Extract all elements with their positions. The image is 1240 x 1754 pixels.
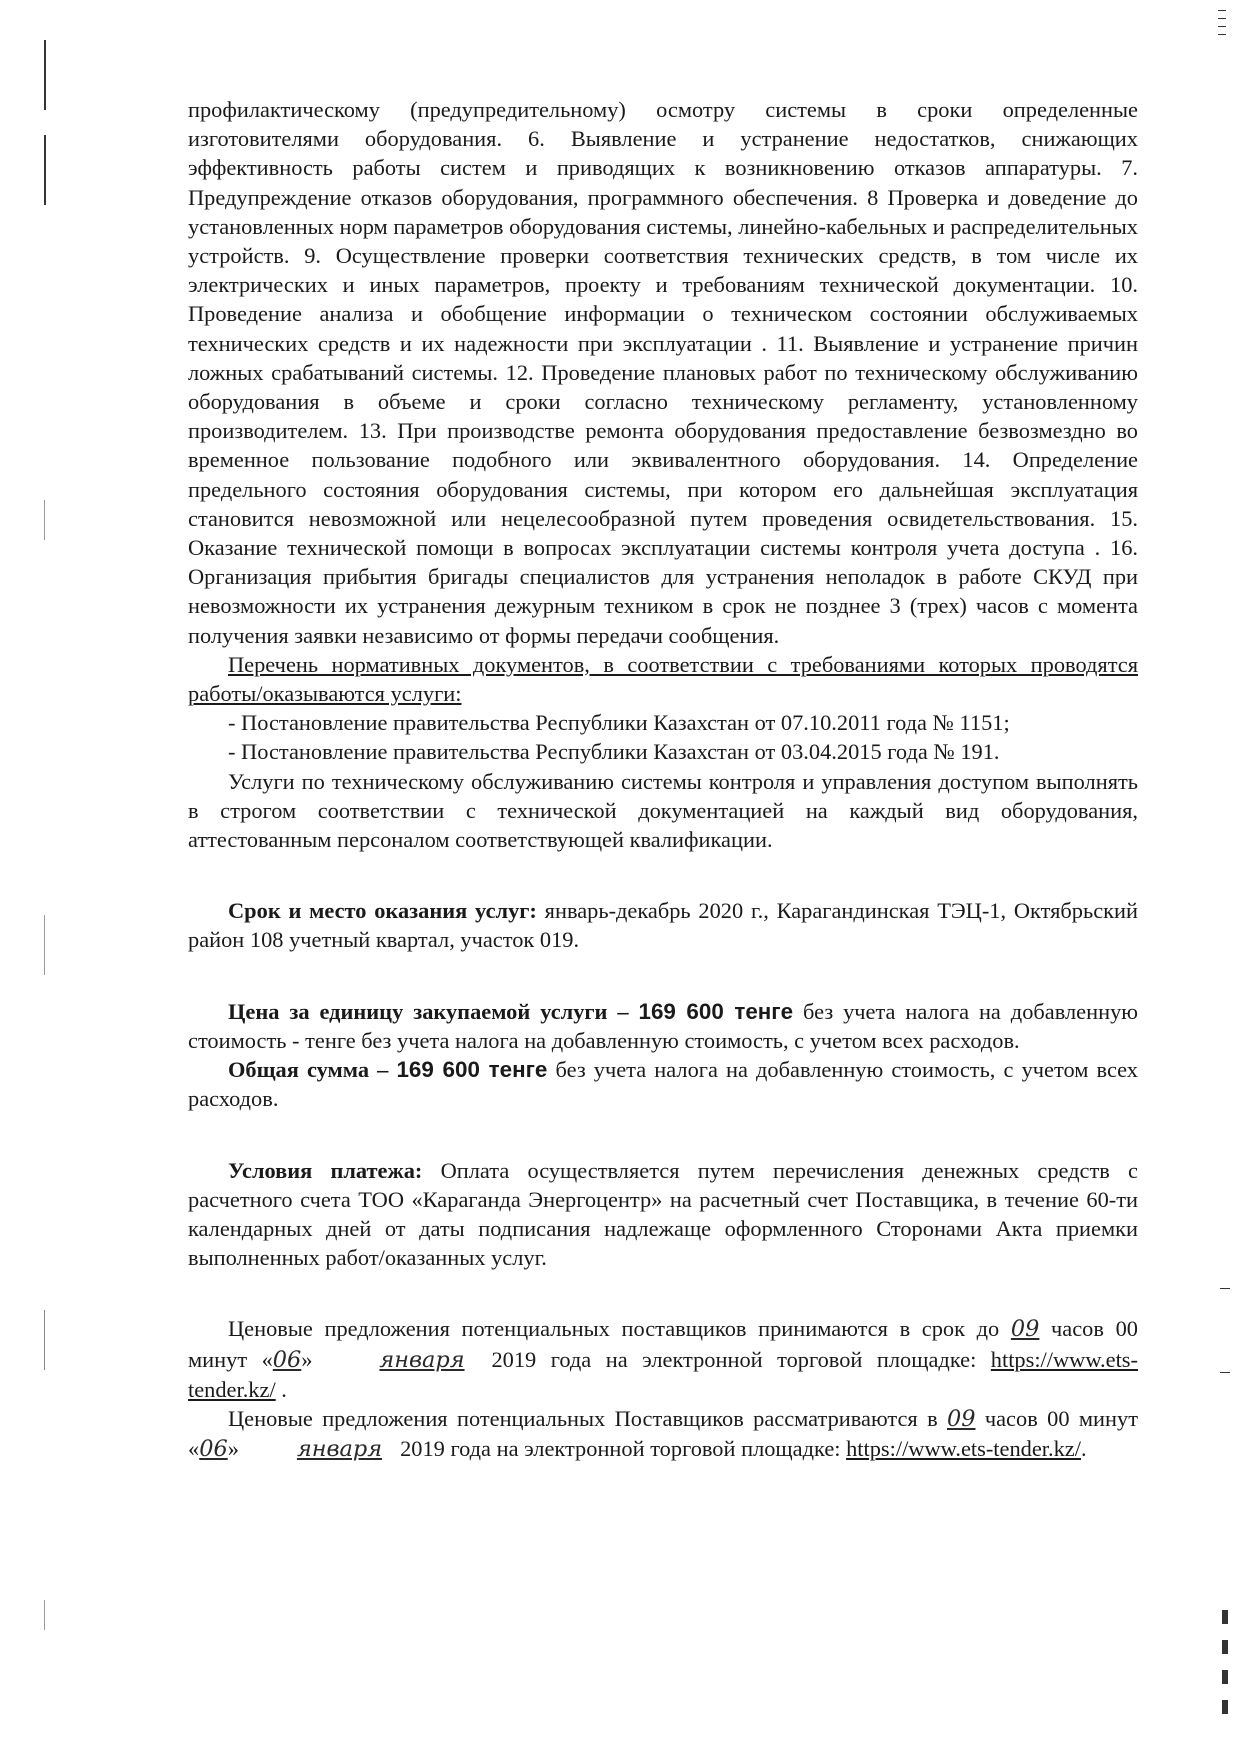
scan-edge-mark (44, 1310, 45, 1370)
offers-review-text: 2019 года на электронной торговой площадке: (394, 1436, 847, 1462)
scan-edge-mark (1222, 1610, 1228, 1624)
offers-accept-text: Ценовые предложения потенциальных поставщиков принимаются в срок до (228, 1316, 1011, 1342)
handwritten-month: января (296, 1436, 383, 1463)
total-currency: тенге (479, 1057, 548, 1083)
unit-price-currency: тенге (723, 998, 794, 1024)
scan-edge-mark (1222, 1670, 1228, 1684)
offers-review-text: » (227, 1436, 245, 1462)
offers-review-text: часов 00 минут « (188, 1405, 1138, 1462)
handwritten-month: января (379, 1346, 465, 1373)
handwritten-hour: 09 (947, 1405, 976, 1432)
offers-accept-text: . (275, 1376, 287, 1402)
document-body (188, 95, 1138, 1464)
scan-edge-mark (1220, 1288, 1230, 1289)
scan-edge-mark (1222, 1640, 1228, 1654)
scan-edge-mark (44, 40, 46, 110)
normative-item: - Постановление правительства Республики Казахстан от 07.10.2011 года № 1151; (228, 710, 1010, 736)
total-label: Общая сумма – (228, 1057, 397, 1083)
scan-edge-mark (44, 500, 45, 540)
scan-edge-mark (1218, 26, 1226, 27)
normative-heading: Перечень нормативных документов, в соответствии с требованиями которых проводятся работы/оказываются услуги: (188, 651, 1138, 707)
term-label: Срок и место оказания услуг: (228, 898, 537, 924)
offers-accept-text: часов 00 минут « (188, 1316, 1138, 1372)
total-amount: 169 600 (396, 1057, 480, 1083)
unit-price-amount: 169 600 (638, 998, 724, 1024)
unit-price-text: без учета налога на добавленную стоимость - тенге без учета налога на добавленную стоимость, с учетом всех расходов. (188, 998, 1138, 1053)
ets-tender-link[interactable]: https://www.ets-tender.kz/ (188, 1346, 1138, 1402)
paragraph-services: Услуги по техническому обслуживанию системы контроля и управления доступом выполнять в строгом соответствии с технической документацией на каждый вид оборудования, аттестованным персоналом соответствующей квалификации. (188, 768, 1138, 853)
unit-price-label: Цена за единицу закупаемой услуги – (228, 998, 639, 1024)
handwritten-hour: 09 (1010, 1316, 1040, 1343)
scan-edge-mark (1222, 1700, 1228, 1714)
paragraph-term (188, 896, 1138, 954)
scan-edge-mark (1218, 34, 1226, 35)
payment-label: Условия платежа: (228, 1157, 423, 1183)
paragraph-payment (188, 1156, 1138, 1273)
scan-edge-mark (44, 915, 45, 975)
term-text: январь-декабрь 2020 г., Карагандинская ТЭЦ-1, Октябрьский район 108 учетный квартал, участок 019. (188, 898, 1138, 953)
payment-text: Оплата осуществляется путем перечисления денежных средств с расчетного счета ТОО «Караганда Энергоцентр» на расчетный счет Поставщика, в течение 60-ти календарных дней от даты подписания надлежаще оформленного Сторонами Акта приемки выполненных работ/оказанных услуг. (188, 1157, 1138, 1271)
handwritten-day: 06 (272, 1346, 302, 1373)
offers-review-text: Ценовые предложения потенциальных Поставщиков рассматриваются в (228, 1405, 947, 1431)
paragraph-unit-price (188, 997, 1138, 1055)
ets-tender-link[interactable]: https://www.ets-tender.kz/ (846, 1436, 1081, 1462)
paragraph-maintenance-list: профилактическому (предупредительному) осмотру системы в сроки определенные изготовителями оборудования. 6. Выявление и устранение недостатков, снижающих эффективность работы систем и приводящих к возникновению отказов аппаратуры. 7. Предупреждение отказов оборудования, программного обеспечения. 8 Проверка и доведение до установленных норм параметров оборудования системы, линейно-кабельных и распределительных устройств. 9. Осуществление проверки соответствия технических средств, в том числе их электрических и иных параметров, проекту и требованиям технической документации. 10. Проведение анализа и обобщение информации о техническом состоянии обслуживаемых технических средств и их надежности при эксплуатации . 11. Выявление и устранение причин ложных срабатываний системы. 12. Проведение плановых работ по техническому обслуживанию оборудования в объеме и сроки согласно техническому регламенту, установленному производителем. 13. При производстве ремонта оборудования предоставление безвозмездно во временное пользование подобного или эквивалентного оборудования. 14. Определение предельного состояния оборудования системы, при котором его дальнейшая эксплуатация становится невозможной или нецелесообразной путем проведения освидетельствования. 15. Оказание технической помощи в вопросах эксплуатации системы контроля учета доступа . 16. Организация прибытия бригады специалистов для устранения неполадок в работе СКУД при невозможности их устранения дежурным техником в срок не позднее 3 (трех) часов с момента получения заявки независимо от формы передачи сообщения. (188, 97, 1138, 648)
total-text: без учета налога на добавленную стоимость, с учетом всех расходов. (188, 1057, 1138, 1112)
scan-edge-mark (44, 1600, 45, 1630)
paragraph-total (188, 1055, 1138, 1113)
offers-review-text: . (1080, 1436, 1087, 1462)
paragraph-offers-review (188, 1404, 1138, 1464)
scan-edge-mark (1218, 10, 1226, 11)
paragraph-offers-accept (188, 1314, 1138, 1404)
offers-accept-text: » (301, 1346, 327, 1372)
normative-item: - Постановление правительства Республики Казахстан от 03.04.2015 года № 191. (228, 739, 1000, 765)
scan-edge-mark (1220, 1372, 1230, 1373)
scan-edge-mark (1218, 18, 1226, 19)
offers-accept-text: 2019 года на электронной торговой площадке: (476, 1346, 991, 1372)
scan-edge-mark (44, 135, 46, 205)
handwritten-day: 06 (199, 1436, 228, 1463)
